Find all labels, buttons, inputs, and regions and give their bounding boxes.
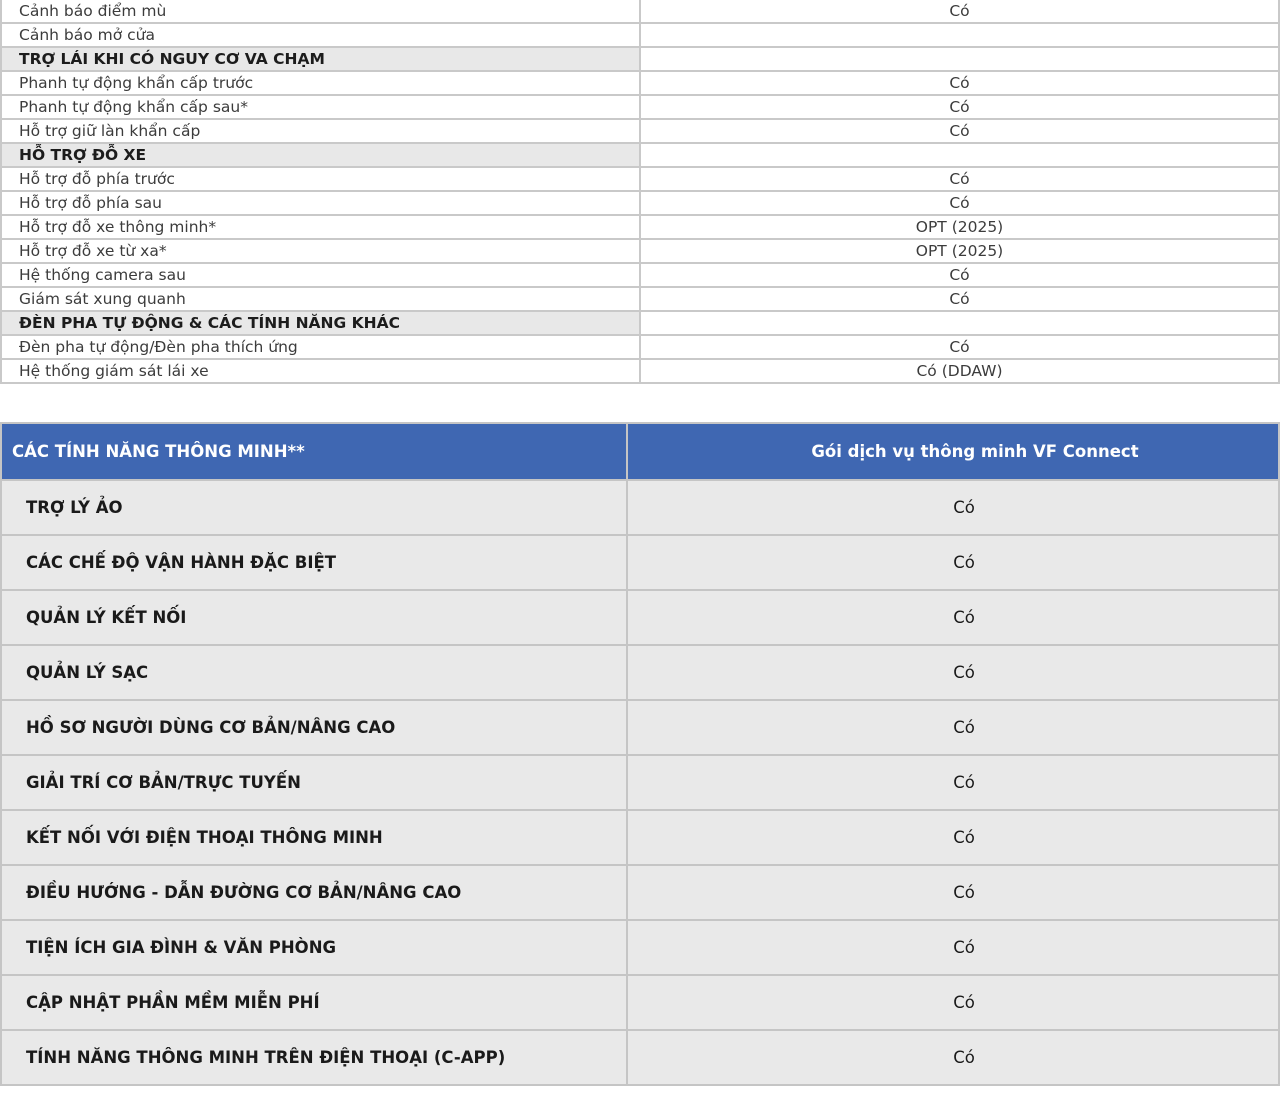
spec-label: Cảnh báo mở cửa <box>1 23 640 47</box>
smart-table-body <box>1 423 1279 1085</box>
table-row <box>1 920 1279 975</box>
smart-header-label: CÁC TÍNH NĂNG THÔNG MINH** <box>1 423 627 480</box>
table-row <box>1 755 1279 810</box>
section-heading: TRỢ LÁI KHI CÓ NGUY CƠ VA CHẠM <box>1 47 640 71</box>
smart-features-table <box>0 422 1280 1086</box>
section-heading: ĐÈN PHA TỰ ĐỘNG & CÁC TÍNH NĂNG KHÁC <box>1 311 640 335</box>
feature-value: Có <box>627 700 1279 755</box>
section-row <box>1 311 1279 335</box>
section-heading: HỖ TRỢ ĐỖ XE <box>1 143 640 167</box>
feature-label: CÁC CHẾ ĐỘ VẬN HÀNH ĐẶC BIỆT <box>1 535 627 590</box>
spec-value: Có <box>640 287 1279 311</box>
table-row <box>1 810 1279 865</box>
spec-value: Có (DDAW) <box>640 359 1279 383</box>
spec-value: Có <box>640 95 1279 119</box>
feature-label: GIẢI TRÍ CƠ BẢN/TRỰC TUYẾN <box>1 755 627 810</box>
spec-value <box>640 47 1279 71</box>
feature-value: Có <box>627 865 1279 920</box>
smart-header-value: Gói dịch vụ thông minh VF Connect <box>627 423 1279 480</box>
table-row <box>1 23 1279 47</box>
table-row <box>1 0 1279 23</box>
spec-value: OPT (2025) <box>640 215 1279 239</box>
vehicle-spec-table <box>0 0 1280 384</box>
table-row <box>1 975 1279 1030</box>
table-row <box>1 167 1279 191</box>
feature-label: QUẢN LÝ KẾT NỐI <box>1 590 627 645</box>
table-row <box>1 215 1279 239</box>
feature-label: KẾT NỐI VỚI ĐIỆN THOẠI THÔNG MINH <box>1 810 627 865</box>
spec-value: Có <box>640 119 1279 143</box>
spec-label: Hỗ trợ đỗ xe thông minh* <box>1 215 640 239</box>
spec-label: Giám sát xung quanh <box>1 287 640 311</box>
spec-value: Có <box>640 263 1279 287</box>
spec-label: Hỗ trợ đỗ phía sau <box>1 191 640 215</box>
table-row <box>1 239 1279 263</box>
feature-label: QUẢN LÝ SẠC <box>1 645 627 700</box>
feature-value: Có <box>627 975 1279 1030</box>
feature-label: TRỢ LÝ ẢO <box>1 480 627 535</box>
table-row <box>1 645 1279 700</box>
feature-label: ĐIỀU HƯỚNG - DẪN ĐƯỜNG CƠ BẢN/NÂNG CAO <box>1 865 627 920</box>
spec-value <box>640 143 1279 167</box>
spec-label: Cảnh báo điểm mù <box>1 0 640 23</box>
feature-value: Có <box>627 480 1279 535</box>
table-row <box>1 119 1279 143</box>
table-row <box>1 335 1279 359</box>
feature-value: Có <box>627 1030 1279 1085</box>
spec-label: Phanh tự động khẩn cấp trước <box>1 71 640 95</box>
table-row <box>1 865 1279 920</box>
spec-value: Có <box>640 335 1279 359</box>
spec-value: Có <box>640 191 1279 215</box>
table-row <box>1 359 1279 383</box>
feature-value: Có <box>627 645 1279 700</box>
smart-header-row <box>1 423 1279 480</box>
feature-value: Có <box>627 590 1279 645</box>
feature-label: TÍNH NĂNG THÔNG MINH TRÊN ĐIỆN THOẠI (C-APP) <box>1 1030 627 1085</box>
table-row <box>1 535 1279 590</box>
table-row <box>1 191 1279 215</box>
section-row <box>1 47 1279 71</box>
spec-label: Hệ thống giám sát lái xe <box>1 359 640 383</box>
table-row <box>1 590 1279 645</box>
spec-label: Đèn pha tự động/Đèn pha thích ứng <box>1 335 640 359</box>
table-row <box>1 480 1279 535</box>
spec-value: Có <box>640 167 1279 191</box>
spec-label: Hỗ trợ đỗ phía trước <box>1 167 640 191</box>
table-row <box>1 95 1279 119</box>
spec-label: Hỗ trợ đỗ xe từ xa* <box>1 239 640 263</box>
feature-label: HỒ SƠ NGƯỜI DÙNG CƠ BẢN/NÂNG CAO <box>1 700 627 755</box>
table-row <box>1 1030 1279 1085</box>
table-row <box>1 263 1279 287</box>
spec-label: Hỗ trợ giữ làn khẩn cấp <box>1 119 640 143</box>
feature-value: Có <box>627 810 1279 865</box>
spec-table-body <box>1 0 1279 383</box>
feature-label: CẬP NHẬT PHẦN MỀM MIỄN PHÍ <box>1 975 627 1030</box>
table-row <box>1 700 1279 755</box>
section-row <box>1 143 1279 167</box>
spec-value: OPT (2025) <box>640 239 1279 263</box>
feature-value: Có <box>627 920 1279 975</box>
spec-value <box>640 23 1279 47</box>
spec-label: Hệ thống camera sau <box>1 263 640 287</box>
spec-value: Có <box>640 71 1279 95</box>
feature-value: Có <box>627 755 1279 810</box>
spec-value: Có <box>640 0 1279 23</box>
spec-label: Phanh tự động khẩn cấp sau* <box>1 95 640 119</box>
feature-value: Có <box>627 535 1279 590</box>
spec-value <box>640 311 1279 335</box>
table-row <box>1 71 1279 95</box>
table-row <box>1 287 1279 311</box>
feature-label: TIỆN ÍCH GIA ĐÌNH & VĂN PHÒNG <box>1 920 627 975</box>
